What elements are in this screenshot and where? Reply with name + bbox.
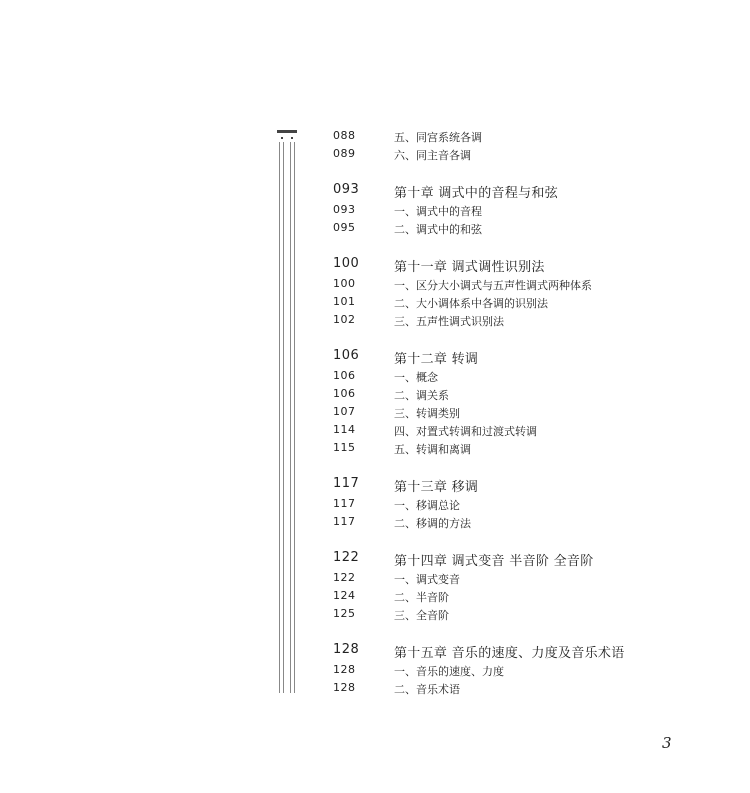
toc-page-number: 115 bbox=[333, 441, 356, 454]
toc-entry[interactable] bbox=[333, 368, 713, 386]
toc-chapter-page-number: 093 bbox=[333, 182, 360, 197]
toc-page-number: 102 bbox=[333, 313, 356, 326]
decorative-rule bbox=[277, 130, 297, 693]
toc-chapter[interactable] bbox=[333, 474, 713, 496]
toc-entry[interactable] bbox=[333, 202, 713, 220]
toc-chapter-page-number: 117 bbox=[333, 476, 360, 491]
toc-chapter-page-number: 122 bbox=[333, 550, 360, 565]
toc-page-number: 114 bbox=[333, 423, 356, 436]
toc-entry-title: 一、调式中的音程 bbox=[394, 205, 482, 218]
toc-entry[interactable] bbox=[333, 312, 713, 330]
toc-entry-title: 三、全音阶 bbox=[394, 609, 449, 622]
toc-entry-title: 一、移调总论 bbox=[394, 499, 460, 512]
toc-page-number: 101 bbox=[333, 295, 356, 308]
rule-line bbox=[279, 142, 280, 693]
toc-entry[interactable] bbox=[333, 146, 713, 164]
toc-entry[interactable] bbox=[333, 294, 713, 312]
toc-entry[interactable] bbox=[333, 570, 713, 588]
toc-entry[interactable] bbox=[333, 386, 713, 404]
toc-page-number: 124 bbox=[333, 589, 356, 602]
toc-entry-title: 四、对置式转调和过渡式转调 bbox=[394, 425, 537, 438]
toc-page-number: 095 bbox=[333, 221, 356, 234]
toc-entry[interactable] bbox=[333, 220, 713, 238]
page-number: 3 bbox=[662, 734, 672, 752]
toc-page-number: 106 bbox=[333, 387, 356, 400]
toc-page-number: 122 bbox=[333, 571, 356, 584]
toc-page-number: 106 bbox=[333, 369, 356, 382]
toc-chapter-title: 第十一章 调式调性识别法 bbox=[394, 260, 545, 275]
toc-entry[interactable] bbox=[333, 440, 713, 458]
toc-chapter-title: 第十章 调式中的音程与和弦 bbox=[394, 186, 559, 201]
toc-chapter-page-number: 106 bbox=[333, 348, 360, 363]
toc-entry-title: 二、移调的方法 bbox=[394, 517, 471, 530]
toc-entry-title: 一、调式变音 bbox=[394, 573, 460, 586]
toc-chapter[interactable] bbox=[333, 254, 713, 276]
toc-entry-title: 二、大小调体系中各调的识别法 bbox=[394, 297, 548, 310]
toc-entry-title: 五、转调和离调 bbox=[394, 443, 471, 456]
toc-entry-title: 一、区分大小调式与五声性调式两种体系 bbox=[394, 279, 592, 292]
toc-entry-title: 二、半音阶 bbox=[394, 591, 449, 604]
rule-dot bbox=[291, 137, 293, 139]
toc-page-number: 128 bbox=[333, 663, 356, 676]
toc-entry[interactable] bbox=[333, 588, 713, 606]
toc-page-number: 088 bbox=[333, 129, 356, 142]
rule-line bbox=[294, 142, 295, 693]
toc-entry-title: 五、同宫系统各调 bbox=[394, 131, 482, 144]
toc-page-number: 117 bbox=[333, 515, 356, 528]
toc-chapter[interactable] bbox=[333, 180, 713, 202]
toc-chapter-title: 第十四章 调式变音 半音阶 全音阶 bbox=[394, 554, 594, 569]
table-of-contents bbox=[333, 128, 713, 698]
toc-page-number: 089 bbox=[333, 147, 356, 160]
toc-chapter-page-number: 100 bbox=[333, 256, 360, 271]
toc-entry[interactable] bbox=[333, 422, 713, 440]
toc-page-number: 100 bbox=[333, 277, 356, 290]
toc-entry[interactable] bbox=[333, 662, 713, 680]
toc-entry[interactable] bbox=[333, 680, 713, 698]
toc-entry-title: 三、转调类别 bbox=[394, 407, 460, 420]
toc-chapter-title: 第十五章 音乐的速度、力度及音乐术语 bbox=[394, 646, 625, 661]
toc-entry[interactable] bbox=[333, 404, 713, 422]
toc-entry[interactable] bbox=[333, 496, 713, 514]
toc-chapter[interactable] bbox=[333, 640, 713, 662]
toc-entry-title: 二、调关系 bbox=[394, 389, 449, 402]
toc-chapter[interactable] bbox=[333, 548, 713, 570]
toc-chapter-title: 第十三章 移调 bbox=[394, 480, 479, 495]
toc-entry-title: 六、同主音各调 bbox=[394, 149, 471, 162]
toc-page-number: 107 bbox=[333, 405, 356, 418]
toc-entry[interactable] bbox=[333, 514, 713, 532]
toc-entry[interactable] bbox=[333, 128, 713, 146]
toc-chapter-page-number: 128 bbox=[333, 642, 360, 657]
toc-chapter[interactable] bbox=[333, 346, 713, 368]
toc-entry-title: 一、音乐的速度、力度 bbox=[394, 665, 504, 678]
toc-entry-title: 二、调式中的和弦 bbox=[394, 223, 482, 236]
toc-chapter-title: 第十二章 转调 bbox=[394, 352, 479, 367]
toc-page-number: 117 bbox=[333, 497, 356, 510]
rule-top-bar bbox=[277, 130, 297, 133]
toc-entry[interactable] bbox=[333, 276, 713, 294]
toc-entry-title: 二、音乐术语 bbox=[394, 683, 460, 696]
toc-entry-title: 三、五声性调式识别法 bbox=[394, 315, 504, 328]
rule-dot bbox=[281, 137, 283, 139]
toc-page-number: 128 bbox=[333, 681, 356, 694]
toc-entry-title: 一、概念 bbox=[394, 371, 438, 384]
toc-page-number: 093 bbox=[333, 203, 356, 216]
toc-entry[interactable] bbox=[333, 606, 713, 624]
rule-line bbox=[283, 142, 284, 693]
toc-page-number: 125 bbox=[333, 607, 356, 620]
rule-line bbox=[290, 142, 291, 693]
